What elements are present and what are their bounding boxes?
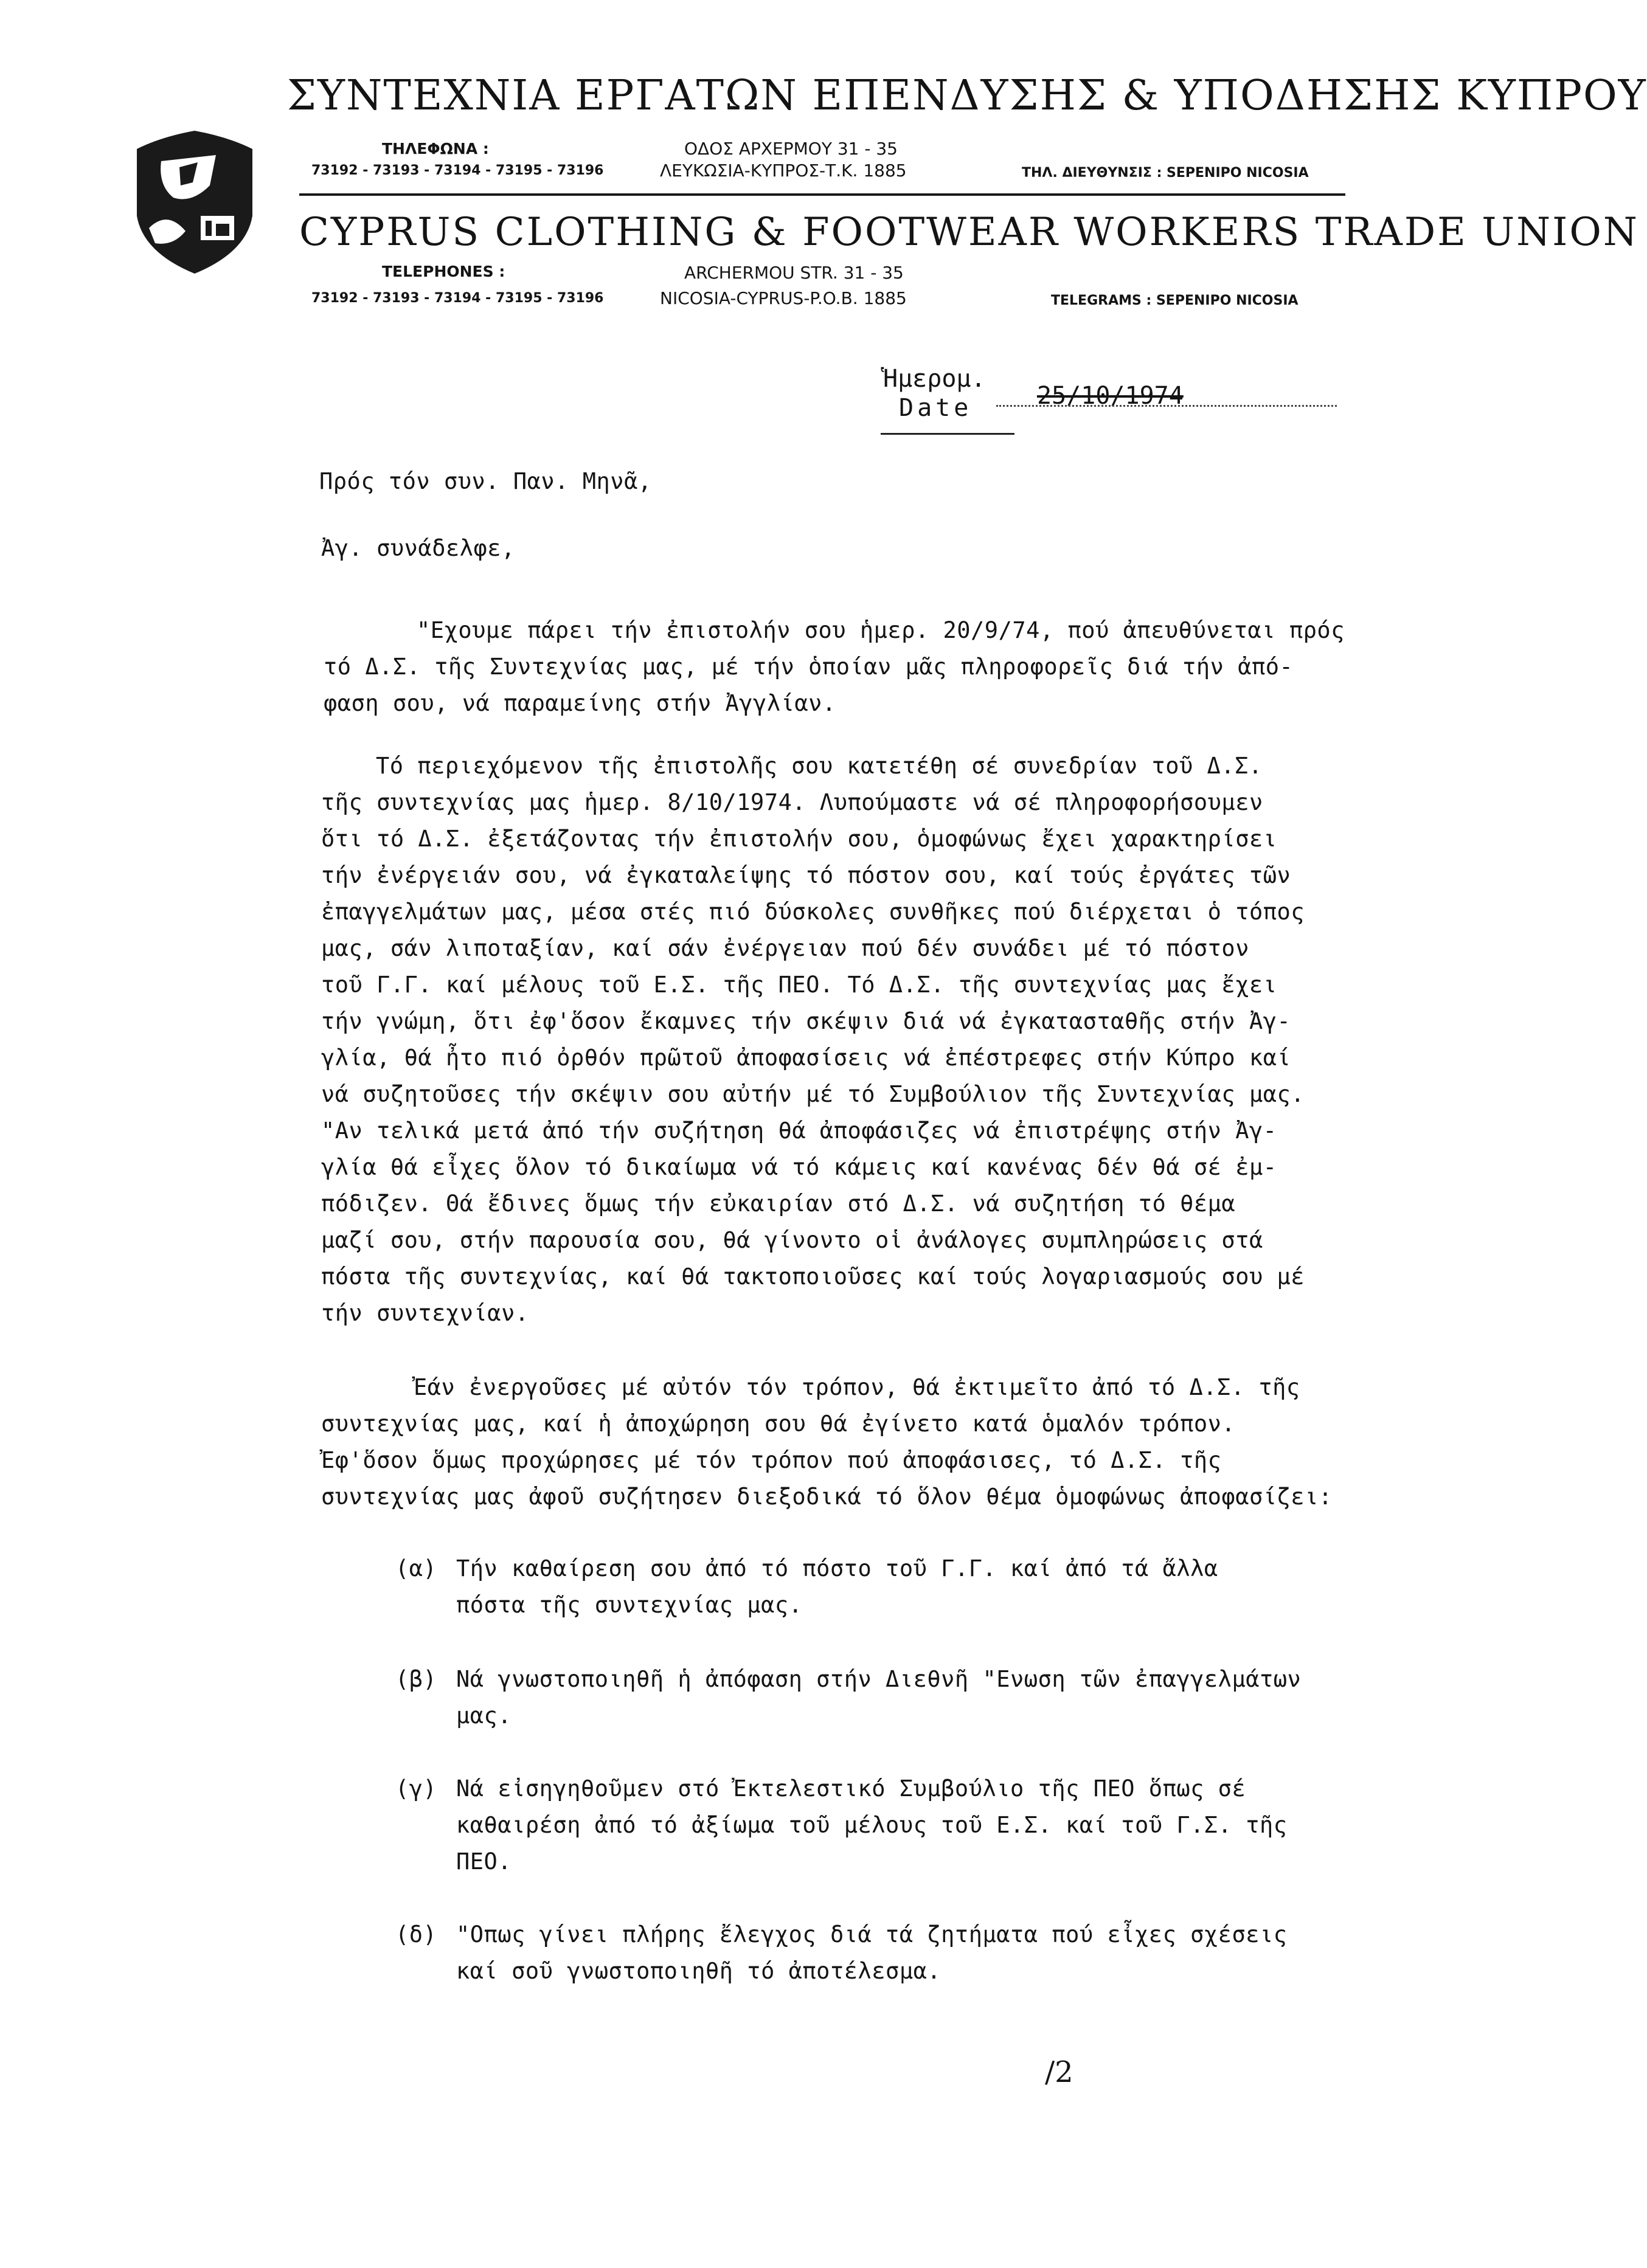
paragraph-line: Τό περιεχόμενον τῆς ἐπιστολῆς σου κατετέθη σέ συνεδρίαν τοῦ Δ.Σ.	[376, 753, 1263, 779]
decision-marker-a: (α)	[395, 1555, 437, 1582]
decision-line: "Οπως γίνει πλήρης ἔλεγχος διά τά ζητήματα πού εἶχες σχέσεις	[456, 1921, 1288, 1948]
letterhead-english-phones-label: TELEPHONES :	[382, 263, 505, 280]
decision-marker-d: (δ)	[395, 1921, 437, 1948]
paragraph-line: τήν ἐνέργειάν σου, νά ἐγκαταλείψης τό πόστον σου, καί τούς ἐργάτες τῶν	[321, 862, 1291, 888]
decision-marker-b: (β)	[395, 1666, 437, 1692]
decision-line: Τήν καθαίρεση σου ἀπό τό πόστο τοῦ Γ.Γ. καί ἀπό τά ἄλλα	[456, 1555, 1218, 1582]
paragraph-line: πόστα τῆς συντεχνίας, καί θά τακτοποιοῦσες καί τούς λογαριασμούς σου μέ	[321, 1264, 1305, 1290]
paragraph-line: συντεχνίας μας ἀφοῦ συζήτησεν διεξοδικά τό ὅλον θέμα ὁμοφώνως ἀποφασίζει:	[321, 1484, 1333, 1510]
decision-line: μας.	[456, 1703, 512, 1729]
letterhead-greek-name: ΣΥΝΤΕΧΝΙΑ ΕΡΓΑΤΩΝ ΕΠΕΝΔΥΣΗΣ & ΥΠΟΔΗΣΗΣ ΚΥΠΡΟΥ	[287, 72, 1647, 120]
letterhead-english-address-2: NICOSIA-CYPRUS-P.O.B. 1885	[660, 288, 907, 308]
decision-line: Νά εἰσηγηθοῦμεν στό Ἐκτελεστικό Συμβούλιο τῆς ΠΕΟ ὅπως σέ	[456, 1775, 1246, 1802]
letterhead-english-telegrams: TELEGRAMS : SEPENIPO NICOSIA	[1051, 293, 1299, 308]
paragraph-line: φαση σου, νά παραμείνης στήν Ἀγγλίαν.	[324, 690, 836, 716]
letterhead-english-address-1: ARCHERMOU STR. 31 - 35	[684, 263, 904, 283]
paragraph-line: πόδιζεν. Θά ἔδινες ὅμως τήν εὐκαιρίαν στό Δ.Σ. νά συζητήση τό θέμα	[321, 1191, 1236, 1217]
paragraph-line: Ἐφ'ὅσον ὅμως προχώρησες μέ τόν τρόπον πού ἀποφάσισες, τό Δ.Σ. τῆς	[321, 1447, 1222, 1473]
letterhead-greek-phones-label: ΤΗΛΕΦΩΝΑ :	[382, 140, 489, 157]
letterhead-greek-address-1: ΟΔΟΣ ΑΡΧΕΡΜΟΥ 31 - 35	[684, 139, 898, 159]
union-emblem-icon	[125, 125, 265, 277]
paragraph-line: τό Δ.Σ. τῆς Συντεχνίας μας, μέ τήν ὁποίαν μᾶς πληροφορεῖς διά τήν ἀπό-	[324, 654, 1294, 680]
paragraph-line: μαζί σου, στήν παρουσία σου, θά γίνοντο οἱ ἀνάλογες συμπληρώσεις στά	[321, 1227, 1263, 1253]
decision-line: ΠΕΟ.	[456, 1848, 512, 1875]
paragraph-line: συντεχνίας μας, καί ἡ ἀποχώρηση σου θά ἐγίνετο κατά ὁμαλόν τρόπον.	[321, 1411, 1236, 1437]
decision-marker-c: (γ)	[395, 1775, 437, 1802]
letterhead-greek-address-2: ΛΕΥΚΩΣΙΑ-ΚΥΠΡΟΣ-Τ.Κ. 1885	[660, 161, 907, 181]
paragraph-line: τήν συντεχνίαν.	[321, 1300, 529, 1326]
paragraph-line: τῆς συντεχνίας μας ἡμερ. 8/10/1974. Λυπούμαστε νά σέ πληροφορήσουμεν	[321, 789, 1263, 815]
paragraph-line: "Εχουμε πάρει τήν ἐπιστολήν σου ἡμερ. 20/9/74, πού ἀπευθύνεται πρός	[417, 617, 1345, 643]
letterhead-divider	[299, 193, 1345, 196]
date-label-english: Date	[899, 394, 973, 422]
decision-line: πόστα τῆς συντεχνίας μας.	[456, 1592, 803, 1618]
paragraph-line: νά συζητοῦσες τήν σκέψιν σου αὐτήν μέ τό Συμβούλιον τῆς Συντεχνίας μας.	[321, 1081, 1305, 1107]
letterhead-greek-telegrams: ΤΗΛ. ΔΙΕΥΘΥΝΣΙΣ : SEPENIPO NICOSIA	[1022, 165, 1309, 181]
paragraph-line: ἐπαγγελμάτων μας, μέσα στές πιό δύσκολες συνθῆκες πού διέρχεται ὁ τόπος	[321, 899, 1305, 925]
paragraph-line: γλία, θά ἦτο πιό ὀρθόν πρῶτοῦ ἀποφασίσεις νά ἐπέστρεφες στήν Κύπρο καί	[321, 1045, 1291, 1071]
salutation: Ἀγ. συνάδελφε,	[321, 535, 515, 561]
date-label-greek: Ἡμερομ.	[883, 365, 986, 393]
paragraph-line: Ἐάν ἐνεργοῦσες μέ αὐτόν τόν τρόπον, θά ἐκτιμεῖτο ἀπό τό Δ.Σ. τῆς	[414, 1374, 1300, 1400]
date-dotted-line	[996, 405, 1337, 407]
decision-line: Νά γνωστοποιηθῆ ἡ ἀπόφαση στήν Διεθνῆ "Ενωση τῶν ἐπαγγελμάτων	[456, 1666, 1302, 1692]
letterhead-english-name: CYPRUS CLOTHING & FOOTWEAR WORKERS TRADE UNION	[299, 210, 1639, 255]
paragraph-line: τοῦ Γ.Γ. καί μέλους τοῦ Ε.Σ. τῆς ΠΕΟ. Τό Δ.Σ. τῆς συντεχνίας μας ἔχει	[321, 972, 1277, 998]
letterhead-english-phones: 73192 - 73193 - 73194 - 73195 - 73196	[311, 291, 604, 306]
decision-line: καί σοῦ γνωστοποιηθῆ τό ἀποτέλεσμα.	[456, 1958, 941, 1984]
paragraph-line: ὅτι τό Δ.Σ. ἐξετάζοντας τήν ἐπιστολήν σου, ὁμοφώνως ἔχει χαρακτηρίσει	[321, 826, 1277, 852]
date-value: 25/10/1974	[1037, 382, 1184, 410]
paragraph-line: μας, σάν λιποταξίαν, καί σάν ἐνέργειαν πού δέν συνάδει μέ τό πόστον	[321, 935, 1249, 961]
decision-line: καθαιρέση ἀπό τό ἀξίωμα τοῦ μέλους τοῦ Ε.Σ. καί τοῦ Γ.Σ. τῆς	[456, 1812, 1288, 1838]
recipient: Πρός τόν συν. Παν. Μηνᾶ,	[319, 468, 652, 494]
page-continuation-marker: /2	[1045, 2055, 1073, 2089]
letterhead-greek-phones: 73192 - 73193 - 73194 - 73195 - 73196	[311, 163, 604, 178]
paragraph-line: γλία θά εἶχες ὅλον τό δικαίωμα νά τό κάμεις καί κανένας δέν θά σέ ἐμ-	[321, 1154, 1277, 1180]
paragraph-line: "Αν τελικά μετά ἀπό τήν συζήτηση θά ἀποφάσιζες νά ἐπιστρέψης στήν Ἀγ-	[321, 1118, 1277, 1144]
date-label-underline	[881, 433, 1014, 435]
paragraph-line: τήν γνώμη, ὅτι ἐφ'ὅσον ἔκαμνες τήν σκέψιν διά νά ἐγκατασταθῆς στήν Ἀγ-	[321, 1008, 1291, 1034]
